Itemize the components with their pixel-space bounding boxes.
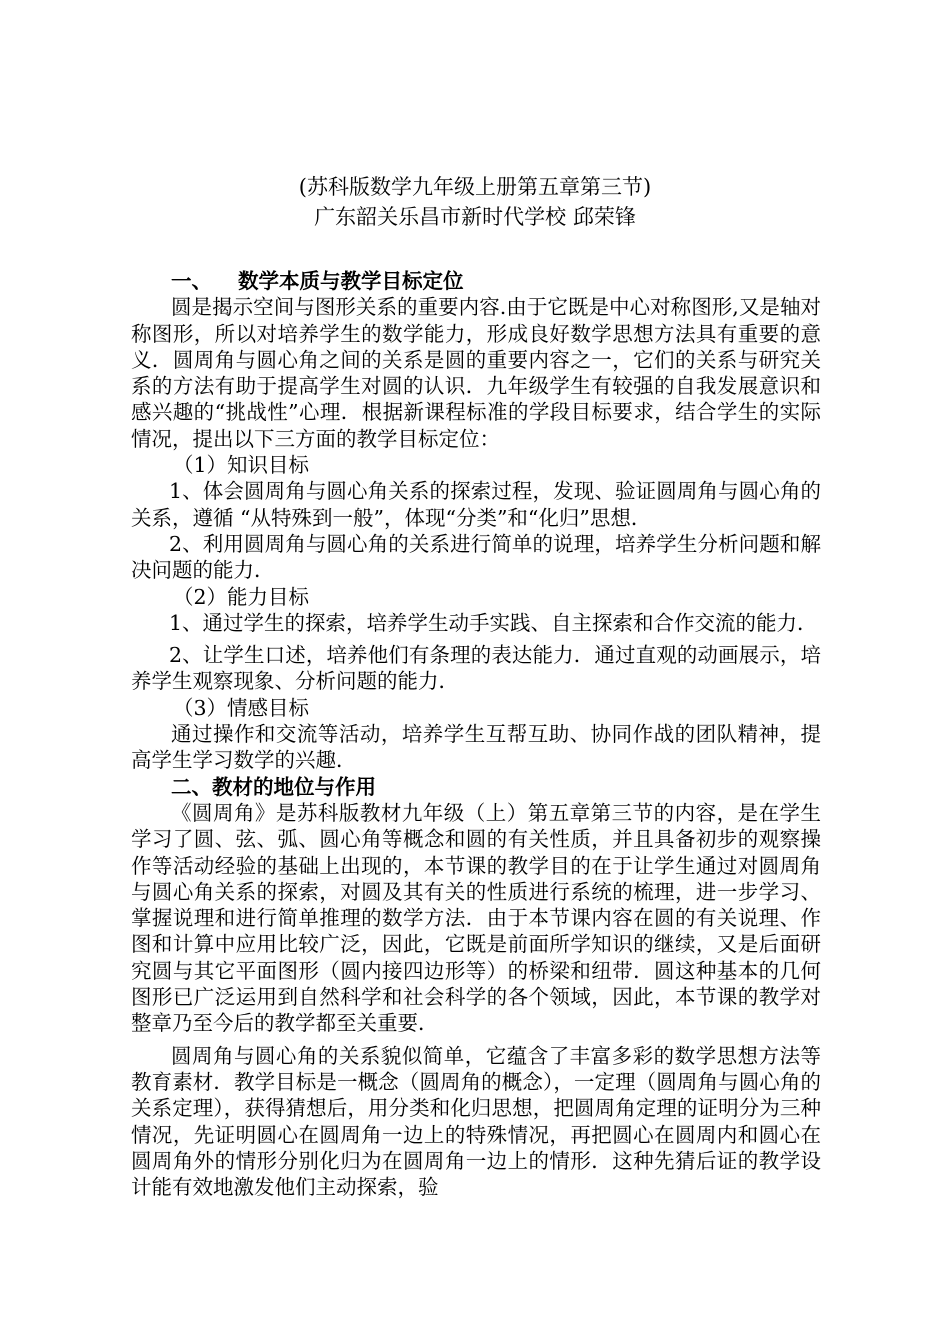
- section1-title: 数学本质与教学目标定位: [238, 269, 464, 293]
- knowledge-goal-item-1: 1、体会圆周角与圆心角关系的探索过程，发现、验证圆周角与圆心角的关系，遵循 “从特殊到一般”，体现“分类”和“化归”思想．: [131, 479, 821, 530]
- ability-goal-heading: （2）能力目标: [173, 584, 310, 609]
- document-header: [0, 172, 950, 232]
- section1-intro-paragraph: 圆是揭示空间与图形关系的重要内容.由于它既是中心对称图形,又是轴对称图形，所以对培养学生的数学能力，形成良好数学思想方法具有重要的意义．圆周角与圆心角之间的关系是圆的重要内容之一，它们的关系与研究关系的方法有助于提高学生对圆的认识．九年级学生有较强的自我发展意识和感兴趣的“挑战性”心理．根据新课程标准的学段目标要求，结合学生的实际情况，提出以下三方面的教学目标定位：: [131, 295, 821, 451]
- header-subtitle: (苏科版数学九年级上册第五章第三节): [298, 175, 652, 199]
- section2-paragraph-1: 《圆周角》是苏科版教材九年级（上）第五章第三节的内容，是在学生学习了圆、弦、弧、圆心角等概念和圆的有关性质，并且具备初步的观察操作等活动经验的基础上出现的，本节课的教学目的在于让学生通过对圆周角与圆心角关系的探索，对圆及其有关的性质进行系统的梳理，进一步学习、掌握说理和进行简单推理的数学方法．由于本节课内容在圆的有关说理、作图和计算中应用比较广泛，因此，它既是前面所学知识的继续，又是后面研究圆与其它平面图形（圆内接四边形等）的桥梁和纽带．圆这种基本的几何图形已广泛运用到自然科学和社会科学的各个领域，因此，本节课的教学对整章乃至今后的教学都至关重要．: [131, 800, 821, 1036]
- knowledge-goal-item-2: 2、利用圆周角与圆心角的关系进行简单的说理，培养学生分析问题和解决问题的能力．: [131, 531, 821, 583]
- knowledge-goal-heading: （1）知识目标: [173, 453, 310, 478]
- ability-goal-item-2: 2、让学生口述，培养他们有条理的表达能力．通过直观的动画展示，培养学生观察现象、分析问题的能力．: [131, 643, 821, 694]
- document-body: [131, 268, 821, 1200]
- header-author: 广东韶关乐昌市新时代学校 邱荣锋: [314, 205, 636, 229]
- ability-goal-item-1: 1、通过学生的探索，培养学生动手实践、自主探索和合作交流的能力．: [169, 610, 818, 635]
- emotion-goal-heading: （3）情感目标: [173, 695, 310, 720]
- section1-number: 一、: [171, 269, 212, 293]
- emotion-goal-item-1: 通过操作和交流等活动，培养学生互帮互助、协同作战的团队精神，提高学生学习数学的兴趣．: [131, 722, 821, 773]
- section2-paragraph-2: 圆周角与圆心角的关系貌似简单，它蕴含了丰富多彩的数学思想方法等教育素材．教学目标是一概念（圆周角的概念），一定理（圆周角与圆心角的关系定理），获得猜想后，用分类和化归思想，把圆周角定理的证明分为三种情况，先证明圆心在圆周角一边上的特殊情况，再把圆心在圆周内和圆心在圆周角外的情形分别化归为在圆周角一边上的情形．这种先猜后证的教学设计能有效地激发他们主动探索，验: [131, 1043, 821, 1200]
- section1-heading: [131, 268, 821, 294]
- section2-heading: 二、教材的地位与作用: [171, 774, 376, 799]
